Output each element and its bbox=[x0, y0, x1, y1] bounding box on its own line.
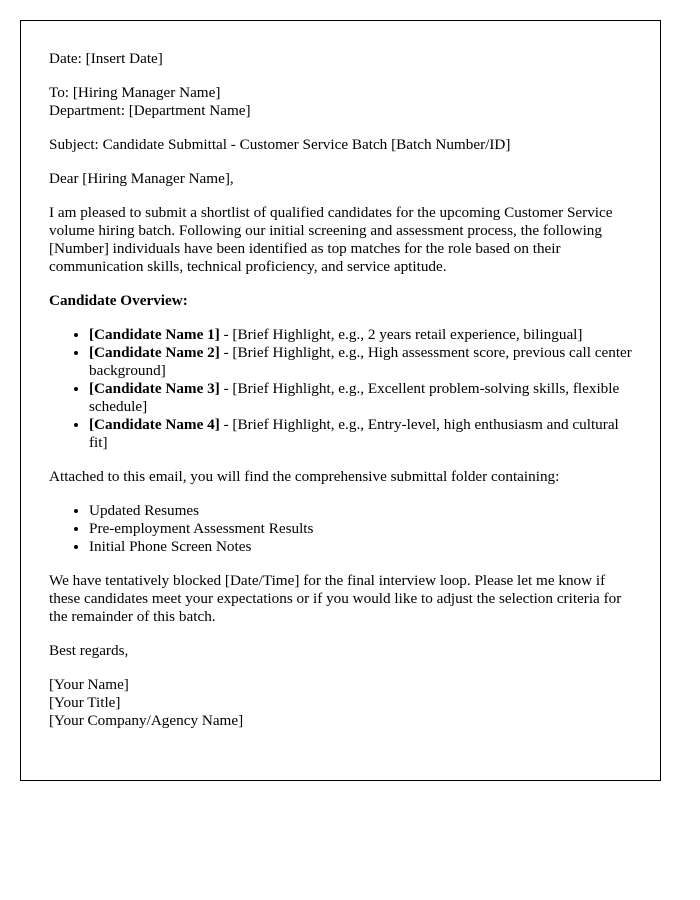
letter-date: Date: [Insert Date] bbox=[49, 50, 163, 67]
attachment-list-item: • Updated Resumes bbox=[89, 502, 632, 520]
attachment-list-item: • Pre-employment Assessment Results bbox=[89, 520, 632, 538]
signature-name: [Your Name] bbox=[49, 676, 129, 693]
candidate-list-item bbox=[89, 326, 632, 344]
candidate-name: [Candidate Name 1] bbox=[89, 326, 220, 343]
signature-company: [Your Company/Agency Name] bbox=[49, 712, 244, 729]
signature-block bbox=[49, 676, 632, 730]
candidate-overview-heading-text: Candidate Overview: bbox=[49, 292, 188, 309]
candidate-highlight: - [Brief Highlight, e.g., 2 years retail experience, bilingual] bbox=[219, 326, 583, 343]
recipient-department: Department: [Department Name] bbox=[49, 102, 251, 119]
candidate-name: [Candidate Name 2] bbox=[89, 344, 220, 361]
letter-document bbox=[20, 20, 661, 781]
letter-salutation: Dear [Hiring Manager Name], bbox=[49, 170, 234, 187]
candidate-highlight: - [Brief Highlight, e.g., High assessment score, previous call center background] bbox=[89, 344, 632, 379]
candidate-name: [Candidate Name 4] bbox=[89, 416, 220, 433]
attachment-intro: Attached to this email, you will find the comprehensive submittal folder containing: bbox=[49, 468, 560, 485]
candidate-name: [Candidate Name 3] bbox=[89, 380, 220, 397]
signature-title: [Your Title] bbox=[49, 694, 121, 711]
candidate-list-item bbox=[89, 344, 632, 380]
candidate-overview-heading bbox=[49, 292, 632, 310]
attachment-list-item: • Initial Phone Screen Notes bbox=[89, 538, 632, 556]
candidate-list bbox=[49, 326, 632, 452]
letter-subject: Subject: Candidate Submittal - Customer Service Batch [Batch Number/ID] bbox=[49, 136, 511, 153]
candidate-highlight: - [Brief Highlight, e.g., Entry-level, high enthusiasm and cultural fit] bbox=[89, 416, 619, 451]
recipient-block bbox=[49, 84, 632, 120]
closing-paragraph: We have tentatively blocked [Date/Time] for the final interview loop. Please let me know if these candidates meet your expectations or if you would like to adjust the selection criteria for the remainder of this batch. bbox=[49, 572, 622, 625]
letter-intro-paragraph: I am pleased to submit a shortlist of qualified candidates for the upcoming Customer Service volume hiring batch. Following our initial screening and assessment process, the following [Number] individuals have been identified as top matches for the role based on their communication skills, technical proficiency, and service aptitude. bbox=[49, 204, 613, 275]
sign-off: Best regards, bbox=[49, 642, 129, 659]
candidate-list-item bbox=[89, 380, 632, 416]
candidate-highlight: - [Brief Highlight, e.g., Excellent problem-solving skills, flexible schedule] bbox=[89, 380, 620, 415]
recipient-to: To: [Hiring Manager Name] bbox=[49, 84, 221, 101]
attachment-list bbox=[49, 502, 632, 556]
candidate-list-item bbox=[89, 416, 632, 452]
